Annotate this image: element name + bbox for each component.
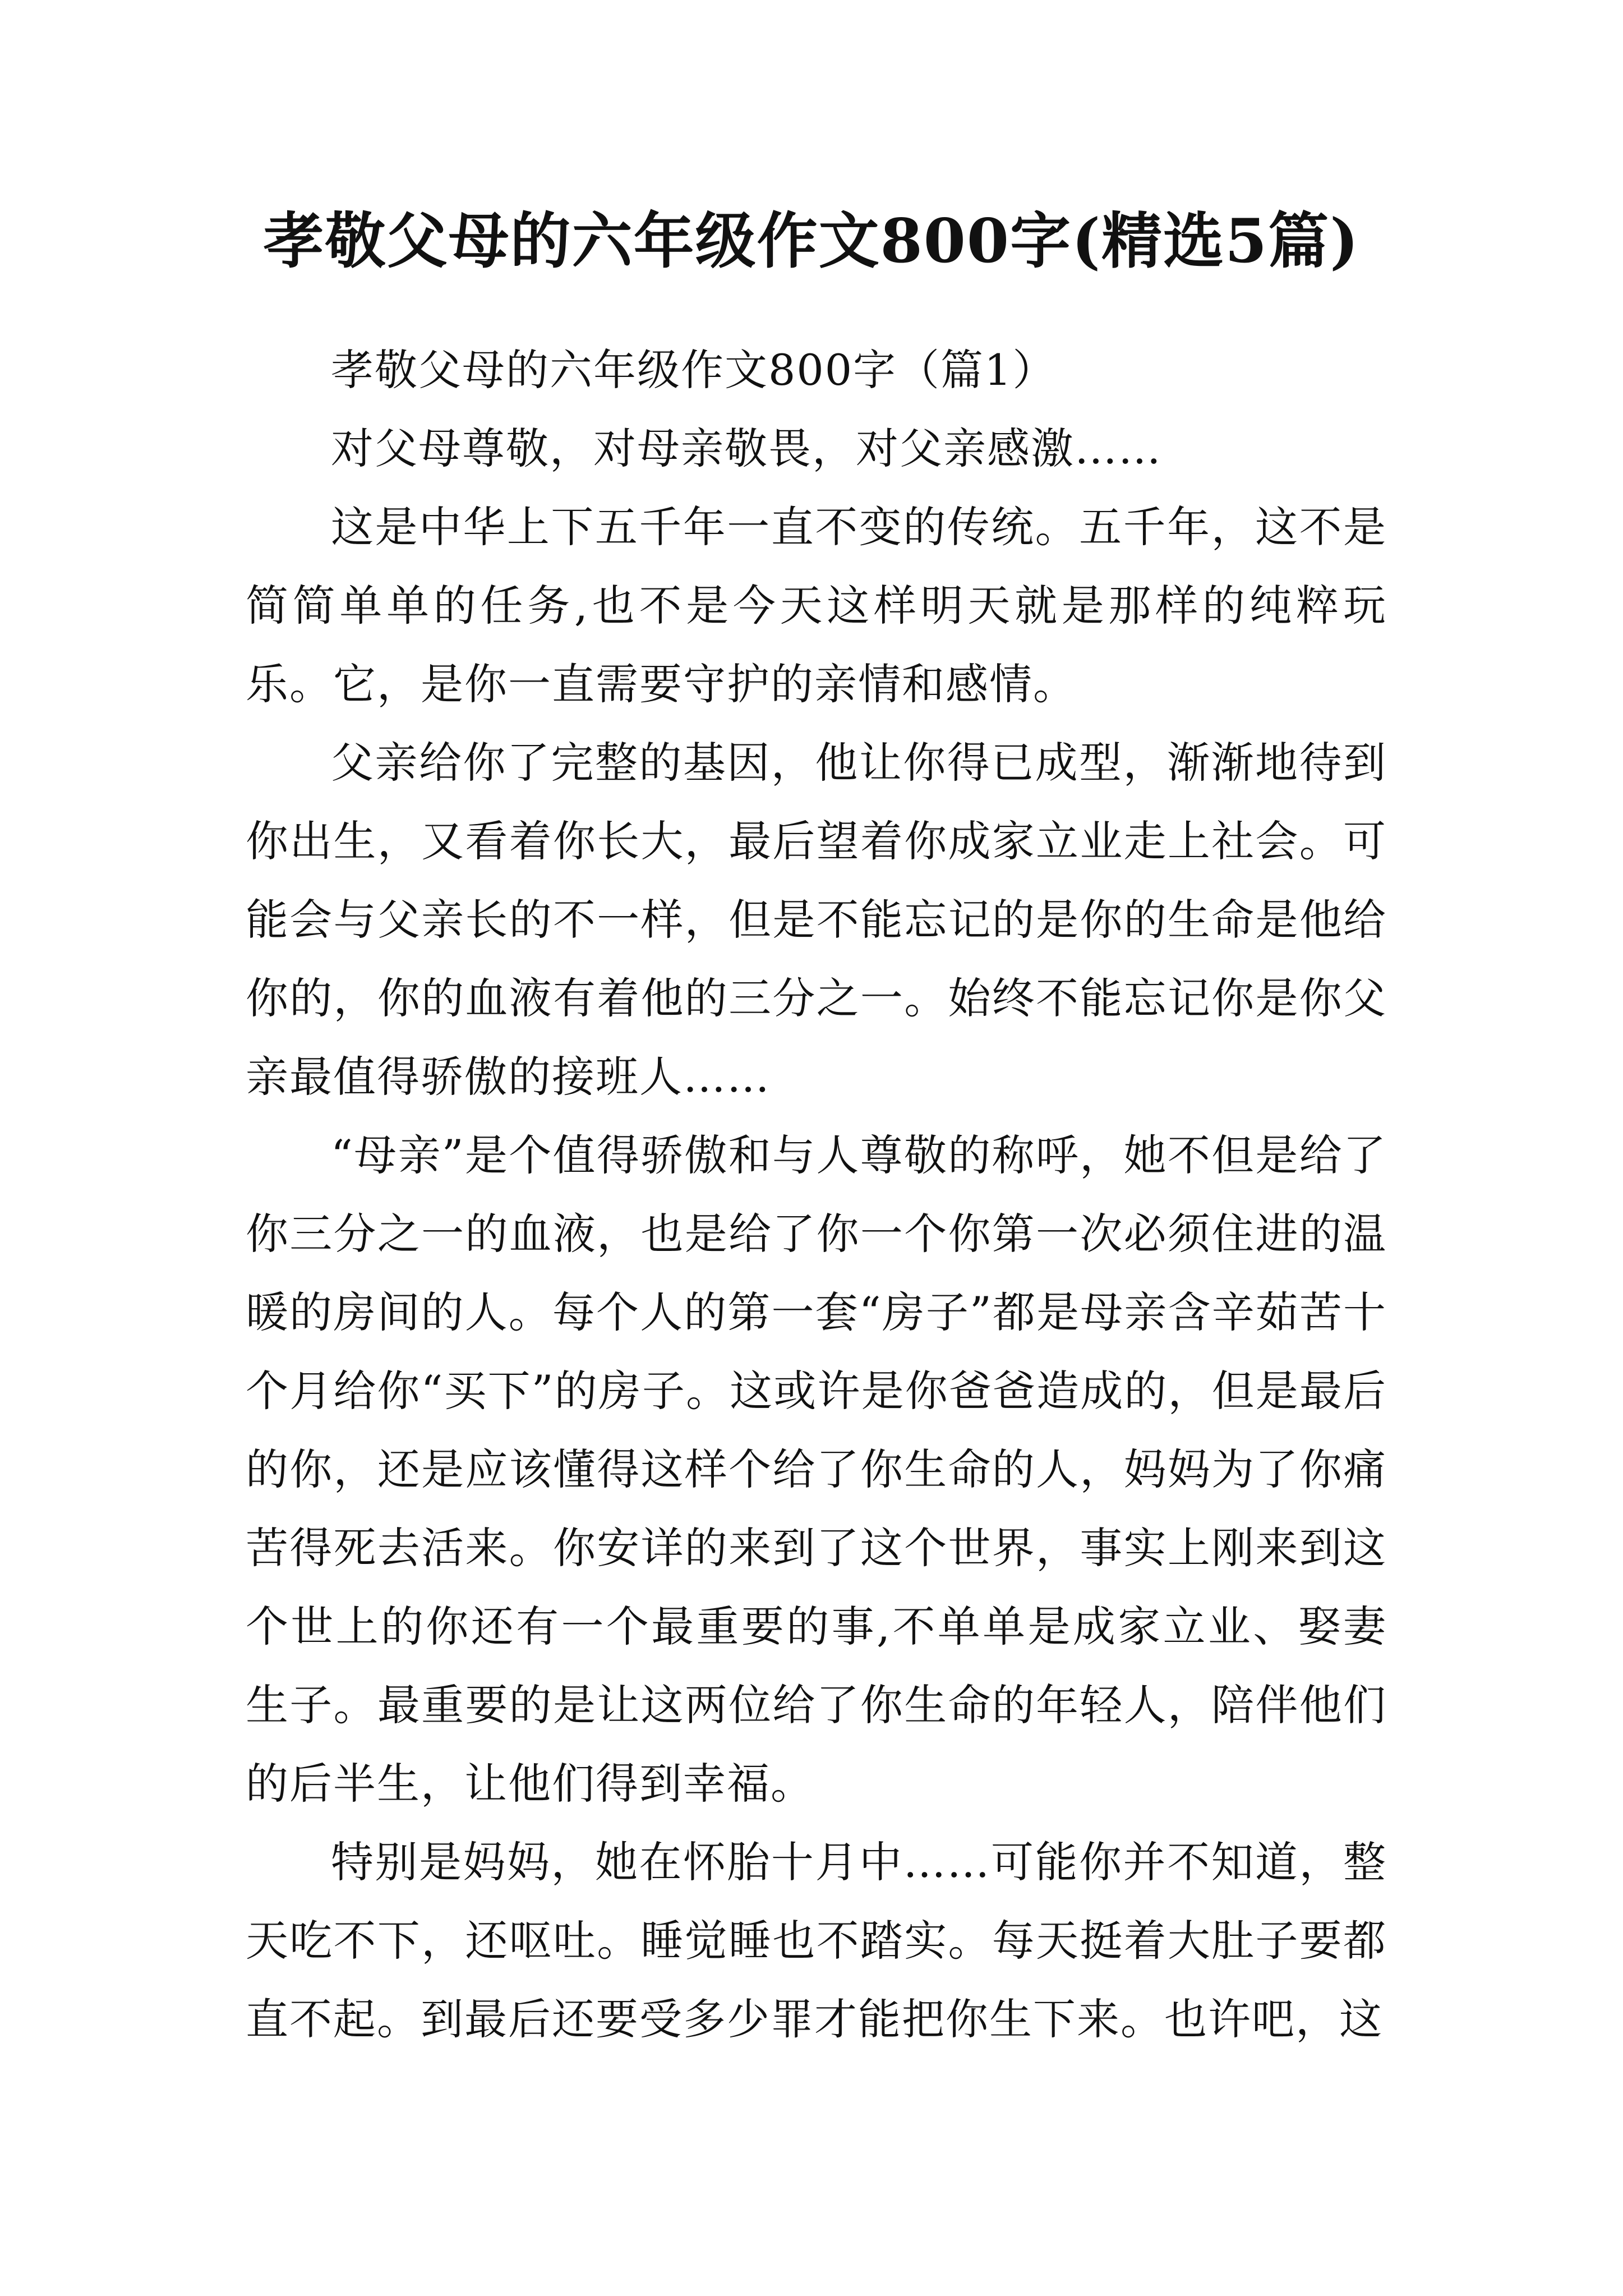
- paragraph: 特别是妈妈，她在怀胎十月中……可能你并不知道，整天吃不下，还呕吐。睡觉睡也不踏实。每天挺着大肚子要都直不起。到最后还要受多少罪才能把你生下来。也许吧，这: [246, 1837, 1387, 2044]
- paragraph: 父亲给你了完整的基因，他让你得已成型，渐渐地待到你出生，又看着你长大，最后望着你成家立业走上社会。可能会与父亲长的不一样，但是不能忘记的是你的生命是他给你的，你的血液有着他的三分之一。始终不能忘记你是你父亲最值得骄傲的接班人……: [246, 738, 1387, 1102]
- paragraph: 对父母尊敬，对母亲敬畏，对父亲感激……: [331, 424, 1162, 473]
- document-title: 孝敬父母的六年级作文800字(精选5篇): [263, 206, 1360, 277]
- paragraph: 这是中华上下五千年一直不变的传统。五千年，这不是简简单单的任务,也不是今天这样明天就是那样的纯粹玩乐。它，是你一直需要守护的亲情和感情。: [246, 502, 1387, 709]
- section-heading: 孝敬父母的六年级作文800字（篇1）: [331, 345, 1057, 395]
- paragraph: “母亲”是个值得骄傲和与人尊敬的称呼，她不但是给了你三分之一的血液，也是给了你一个你第一次必须住进的温暖的房间的人。每个人的第一套“房子”都是母亲含辛茹苦十个月给你“买下”的房子。这或许是你爸爸造成的，但是最后的你，还是应该懂得这样个给了你生命的人，妈妈为了你痛苦得死去活来。你安详的来到了这个世界，事实上刚来到这个世上的你还有一个最重要的事,不单单是成家立业、娶妻生子。最重要的是让这两位给了你生命的年轻人，陪伴他们的后半生，让他们得到幸福。: [246, 1130, 1387, 1809]
- document-body: [246, 331, 1387, 2059]
